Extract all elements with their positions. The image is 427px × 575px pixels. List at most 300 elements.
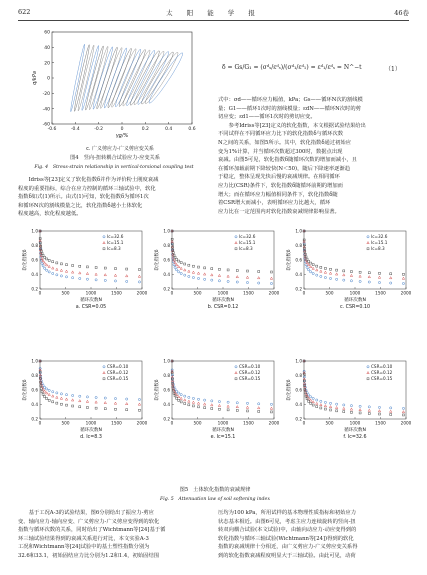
data-point (46, 398, 48, 400)
data-point (320, 400, 322, 402)
data-point (270, 271, 272, 273)
data-point (56, 402, 58, 404)
data-point (60, 263, 62, 265)
text-line: 式中：σd——循环应力幅值，kPa；Gs——循环N次的割线模 (218, 97, 363, 103)
y-tick-label: 1.0 (295, 228, 302, 234)
data-point (236, 402, 238, 404)
data-point (104, 401, 106, 403)
text-line: 衰减。由图5可见，软化指数δ随循环次数的增加而减小，且 (218, 157, 357, 164)
y-tick-label: 0.2 (295, 416, 302, 422)
volume-label: 46卷 (394, 9, 409, 17)
data-point (368, 412, 370, 414)
data-point (60, 275, 62, 277)
data-point (138, 398, 140, 400)
data-point (227, 275, 229, 277)
x-tick-label: 500 (193, 290, 202, 296)
data-point (60, 269, 62, 271)
text-line: 32.6和33.1，初始固结应力比分别为1.2和1.4，初始固结围 (18, 552, 160, 559)
data-point (175, 269, 177, 271)
data-point (184, 274, 186, 276)
data-point (258, 282, 260, 284)
data-point (188, 270, 190, 272)
y-tick-label: -20 (42, 91, 50, 97)
data-point (114, 397, 116, 399)
legend-label: Ic=15.1 (239, 240, 256, 245)
data-point (86, 406, 88, 408)
legend-marker (235, 372, 237, 374)
data-point (236, 409, 238, 411)
data-point (236, 269, 238, 271)
data-point (335, 406, 337, 408)
data-point (56, 392, 58, 394)
data-point (378, 272, 380, 274)
data-point (246, 406, 248, 408)
legend-marker (367, 366, 369, 368)
data-point (246, 281, 248, 283)
data-point (227, 405, 229, 407)
panel-frame (172, 231, 274, 289)
data-point (330, 409, 332, 411)
y-tick-label: 60 (44, 30, 50, 36)
data-point (320, 407, 322, 409)
data-point (350, 274, 352, 276)
softening-panel (285, 359, 412, 441)
data-point (324, 276, 326, 278)
x-tick-label: 1000 (349, 420, 361, 426)
data-point (138, 403, 140, 405)
legend-label: CSR=0.15 (239, 376, 261, 381)
data-point (402, 411, 404, 413)
data-point (312, 404, 314, 406)
data-point (343, 411, 345, 413)
data-point (44, 396, 46, 398)
text-line: 工况和Wichtmann等[24]试验中的基土塑性指数分别为 (18, 544, 150, 551)
text-line: 软化指数与循环三轴试验(Wichtmann等[24])得到的软化 (218, 535, 354, 542)
data-point (114, 274, 116, 276)
data-point (184, 263, 186, 265)
text-line: 指数与循环次数的关系，同时给出了Wichtmann等[24]基于循 (18, 527, 166, 534)
data-point (72, 405, 74, 407)
fig4-caption-cn: 图4 竖向-扭转耦合试验应力-应变关系 (70, 155, 160, 161)
y-axis-label: 软化指数δ (23, 249, 28, 271)
text-line: 转双向耦合试验(本文试验)中，由轴向动应力-动应变得到的 (218, 527, 357, 534)
data-point (184, 403, 186, 405)
data-point (227, 409, 229, 411)
x-tick-label: 2000 (400, 290, 412, 296)
page-header (18, 8, 409, 20)
data-point (48, 259, 50, 261)
data-point (378, 410, 380, 412)
fig5-softening-charts (18, 225, 410, 485)
text-line: 环三轴试验结果得到的衰减关系进行对比，本文实验A-3 (18, 535, 149, 542)
data-point (71, 399, 73, 401)
x-axis-label: γg/% (115, 133, 129, 139)
data-point (86, 396, 88, 398)
data-point (52, 395, 54, 397)
data-point (86, 400, 88, 402)
data-point (138, 275, 140, 277)
data-point (204, 407, 206, 409)
legend-label: CSR=0.10 (107, 364, 129, 369)
panel-frame (304, 231, 406, 289)
data-point (246, 410, 248, 412)
data-point (192, 276, 194, 278)
journal-name: 太 阳 能 学 报 (166, 9, 261, 17)
data-point (114, 268, 116, 270)
text-line: 增大；而在循环应力幅值相同条件下，软化指数δ随 (218, 191, 338, 198)
y-tick-label: 1.0 (295, 358, 302, 364)
y-axis-label: 软化指数δ (155, 379, 160, 401)
fig5-caption-en: Fig. 5 Attenuation law of soil softening index (160, 497, 270, 502)
data-point (180, 267, 182, 269)
data-point (368, 281, 370, 283)
data-point (65, 270, 67, 272)
data-point (378, 413, 380, 415)
x-tick-label: 0.6 (188, 127, 196, 132)
data-point (66, 264, 68, 266)
data-point (203, 273, 205, 275)
x-tick-label: 0 (170, 290, 174, 296)
data-point (218, 408, 220, 410)
hysteresis-loop (97, 47, 118, 109)
y-tick-label: 0.6 (163, 257, 170, 263)
legend-label: CSR=0.15 (371, 376, 393, 381)
data-point (126, 280, 128, 282)
legend-label: CSR=0.15 (107, 376, 129, 381)
x-tick-label: 0 (170, 420, 174, 426)
y-tick-label: 1.0 (163, 228, 170, 234)
y-tick-label: 0.8 (163, 373, 170, 378)
data-point (48, 393, 50, 395)
y-tick-label: 0.8 (295, 243, 302, 248)
legend-marker (103, 372, 105, 374)
y-tick-label: 1.0 (31, 228, 38, 234)
x-tick-label: 1500 (243, 290, 254, 296)
data-point (368, 409, 370, 411)
data-point (56, 268, 58, 270)
data-point (46, 258, 48, 260)
legend-marker (235, 366, 237, 368)
data-point (79, 395, 81, 397)
legend-marker (103, 378, 105, 380)
data-point (335, 273, 337, 275)
text-line: 状态基本相近。由图6可见，考虑主应力连续旋转的竖向-扭 (218, 518, 356, 525)
data-point (236, 281, 238, 283)
data-point (368, 406, 370, 408)
x-tick-label: 0 (38, 290, 42, 296)
x-tick-label: 0 (302, 420, 306, 426)
x-tick-label: 1500 (375, 420, 386, 426)
data-point (270, 407, 272, 409)
data-point (211, 279, 213, 281)
x-axis-label: 循环次数N (80, 428, 102, 433)
data-point (390, 407, 392, 409)
legend-marker (235, 242, 237, 244)
data-point (310, 271, 312, 273)
data-point (173, 264, 175, 266)
data-point (192, 397, 194, 399)
panel-label: b. CSR=0.12 (207, 305, 239, 310)
y-axis-label: 软化指数δ (23, 379, 28, 401)
x-axis-label: 循环次数N (212, 298, 234, 303)
data-point (178, 260, 180, 262)
y-tick-label: 0.2 (163, 416, 170, 422)
data-point (312, 272, 314, 274)
legend-marker (103, 248, 105, 250)
data-point (270, 282, 272, 284)
data-point (56, 262, 58, 264)
data-point (43, 267, 45, 269)
panel-label: f. Ic=32.6 (343, 435, 367, 440)
data-point (368, 272, 370, 274)
legend-label: Ic=8.3 (239, 246, 253, 251)
equation-1: δ = Gs/G₁ = (σᵈₛ/εᵈₛ)/(σᵈ₁/εᵈ₁) = εᵈ₁/εᵈₛ = N^−t (222, 64, 362, 71)
legend-label: Ic=8.3 (107, 246, 121, 251)
data-point (258, 407, 260, 409)
panel-label: c. CSR=0.10 (339, 305, 371, 310)
softening-panel (285, 229, 412, 311)
x-tick-label: 500 (193, 420, 202, 426)
data-point (180, 401, 182, 403)
data-point (95, 273, 97, 275)
data-point (204, 267, 206, 269)
data-point (43, 390, 45, 392)
legend-label: Ic=32.6 (239, 234, 256, 239)
data-point (198, 406, 200, 408)
y-tick-label: 0.4 (295, 402, 302, 407)
data-point (316, 399, 318, 401)
y-tick-label: -40 (42, 107, 50, 113)
data-point (43, 262, 45, 264)
data-point (180, 272, 182, 274)
data-point (350, 408, 352, 410)
y-tick-label: 0.8 (31, 243, 38, 248)
data-point (330, 268, 332, 270)
data-point (350, 411, 352, 413)
data-point (184, 269, 186, 271)
data-point (312, 401, 314, 403)
y-tick-label: 0.2 (31, 416, 38, 422)
data-point (329, 272, 331, 274)
data-point (126, 409, 128, 411)
data-point (52, 391, 54, 393)
x-tick-label: 0 (120, 127, 124, 132)
data-point (350, 271, 352, 273)
data-point (72, 394, 74, 396)
y-tick-label: 0.6 (295, 387, 302, 393)
data-point (390, 410, 392, 412)
data-point (390, 413, 392, 415)
y-tick-label: 1.0 (163, 358, 170, 364)
data-point (310, 396, 312, 398)
data-point (204, 399, 206, 401)
data-point (180, 397, 182, 399)
text-line: 压均为100 kPa，所用试样的基本物理性质指标和初始应力 (218, 510, 357, 516)
text-line: 指数δ如式(1)所示。由式(1)可知，软化指数δ为循环1次 (18, 194, 149, 201)
data-point (60, 403, 62, 405)
data-point (306, 266, 308, 268)
data-point (138, 269, 140, 271)
y-tick-label: 0.8 (163, 243, 170, 248)
x-tick-label: -0.2 (94, 127, 104, 132)
data-point (310, 262, 312, 264)
data-point (95, 396, 97, 398)
data-point (56, 274, 58, 276)
data-point (402, 282, 404, 284)
y-tick-label: 0.4 (295, 272, 302, 277)
data-point (258, 403, 260, 405)
data-point (60, 393, 62, 395)
data-point (218, 268, 220, 270)
data-point (204, 278, 206, 280)
x-tick-label: 1000 (217, 420, 229, 426)
data-point (324, 267, 326, 269)
data-point (71, 271, 73, 273)
softening-panel (153, 229, 280, 311)
x-tick-label: 0 (302, 290, 306, 296)
data-point (236, 406, 238, 408)
legend-label: CSR=0.10 (239, 364, 261, 369)
x-tick-label: 0 (38, 420, 42, 426)
y-tick-label: 0 (47, 76, 50, 82)
legend-marker (103, 236, 105, 238)
data-point (126, 403, 128, 405)
data-point (188, 404, 190, 406)
data-point (95, 267, 97, 269)
data-point (305, 264, 307, 266)
data-point (316, 402, 318, 404)
data-point (197, 398, 199, 400)
x-tick-label: 1000 (217, 290, 229, 296)
data-point (359, 275, 361, 277)
bottom-right-paragraph (218, 509, 410, 561)
data-point (329, 277, 331, 279)
data-point (188, 400, 190, 402)
data-point (65, 398, 67, 400)
legend-label: Ic=32.6 (107, 234, 124, 239)
y-tick-label: -60 (42, 122, 50, 128)
data-point (218, 404, 220, 406)
data-point (218, 280, 220, 282)
y-axis-label: 软化指数δ (155, 249, 160, 271)
legend-marker (103, 242, 105, 244)
text-line: 切应变；εd1——循环1次时的剪切应变。 (218, 114, 316, 121)
legend-label: CSR=0.12 (107, 370, 129, 375)
y-tick-label: 0.2 (295, 286, 302, 292)
data-point (95, 407, 97, 409)
data-point (48, 399, 50, 401)
y-tick-label: 0.2 (163, 286, 170, 292)
data-point (56, 396, 58, 398)
y-tick-label: 20 (44, 61, 50, 67)
data-point (312, 397, 314, 399)
text-line: 基于工况A-3的试验结果，图6分别给出了振应力-剪应 (18, 510, 154, 516)
x-tick-label: 2000 (136, 290, 148, 296)
data-point (320, 275, 322, 277)
data-point (359, 271, 361, 273)
data-point (104, 274, 106, 276)
data-point (236, 276, 238, 278)
hysteresis-loop (101, 48, 123, 109)
data-point (324, 271, 326, 273)
data-point (368, 276, 370, 278)
data-point (95, 279, 97, 281)
data-point (307, 269, 309, 271)
y-tick-label: 0.4 (31, 272, 38, 277)
bottom-left-paragraph (18, 509, 211, 561)
x-tick-label: 1000 (85, 290, 97, 296)
x-tick-label: 1000 (349, 290, 361, 296)
x-tick-label: 1500 (375, 290, 386, 296)
data-point (65, 394, 67, 396)
data-point (197, 277, 199, 279)
page-number: 622 (18, 8, 31, 16)
x-tick-label: 500 (61, 290, 70, 296)
data-point (126, 268, 128, 270)
data-point (42, 393, 44, 395)
data-point (86, 272, 88, 274)
data-point (52, 272, 54, 274)
data-point (188, 275, 190, 277)
text-line: 参考Idriss等[23]定义的软化指数，本文根据试验结果给出 (218, 122, 366, 129)
text-line: 变为1%计算，并当循环次数超过300时，数据点出现 (218, 148, 343, 155)
softening-panel (153, 359, 280, 441)
data-point (79, 400, 81, 402)
hysteresis-loop (108, 48, 131, 107)
data-point (336, 403, 338, 405)
data-point (86, 266, 88, 268)
x-tick-label: 1500 (243, 420, 254, 426)
hysteresis-loop (116, 49, 141, 107)
data-point (86, 278, 88, 280)
x-tick-label: 500 (61, 420, 70, 426)
y-tick-label: 0.4 (31, 402, 38, 407)
data-point (316, 274, 318, 276)
data-point (114, 280, 116, 282)
data-point (270, 411, 272, 413)
x-tick-label: 1500 (111, 290, 122, 296)
legend-marker (235, 248, 237, 250)
data-point (402, 273, 404, 275)
y-tick-label: 0.4 (163, 402, 170, 407)
fig4-caption-en: Fig. 4 Stress-strain relationship in vertical-torsional coupling test (34, 165, 194, 170)
y-tick-label: 0.8 (31, 373, 38, 378)
data-point (227, 401, 229, 403)
data-point (46, 269, 48, 271)
x-tick-label: -0.6 (47, 127, 57, 132)
data-point (184, 395, 186, 397)
x-axis-label: 循环次数N (212, 428, 234, 433)
data-point (378, 406, 380, 408)
data-point (350, 280, 352, 282)
data-point (41, 262, 43, 264)
data-point (46, 388, 48, 390)
data-point (197, 272, 199, 274)
legend-label: Ic=32.6 (371, 234, 388, 239)
data-point (72, 265, 74, 267)
text-line: 于稳定，整体呈现先快后慢的衰减规律。在相同循环 (218, 174, 340, 181)
data-point (343, 404, 345, 406)
data-point (52, 261, 54, 263)
fig4-sublabel: c. 广义剪应力-广义剪应变关系 (86, 146, 154, 152)
data-point (184, 399, 186, 401)
data-point (211, 274, 213, 276)
right-paragraph (218, 96, 410, 216)
panel-label: e. Ic=15.1 (210, 435, 236, 440)
data-point (312, 264, 314, 266)
data-point (175, 264, 177, 266)
data-point (402, 414, 404, 416)
